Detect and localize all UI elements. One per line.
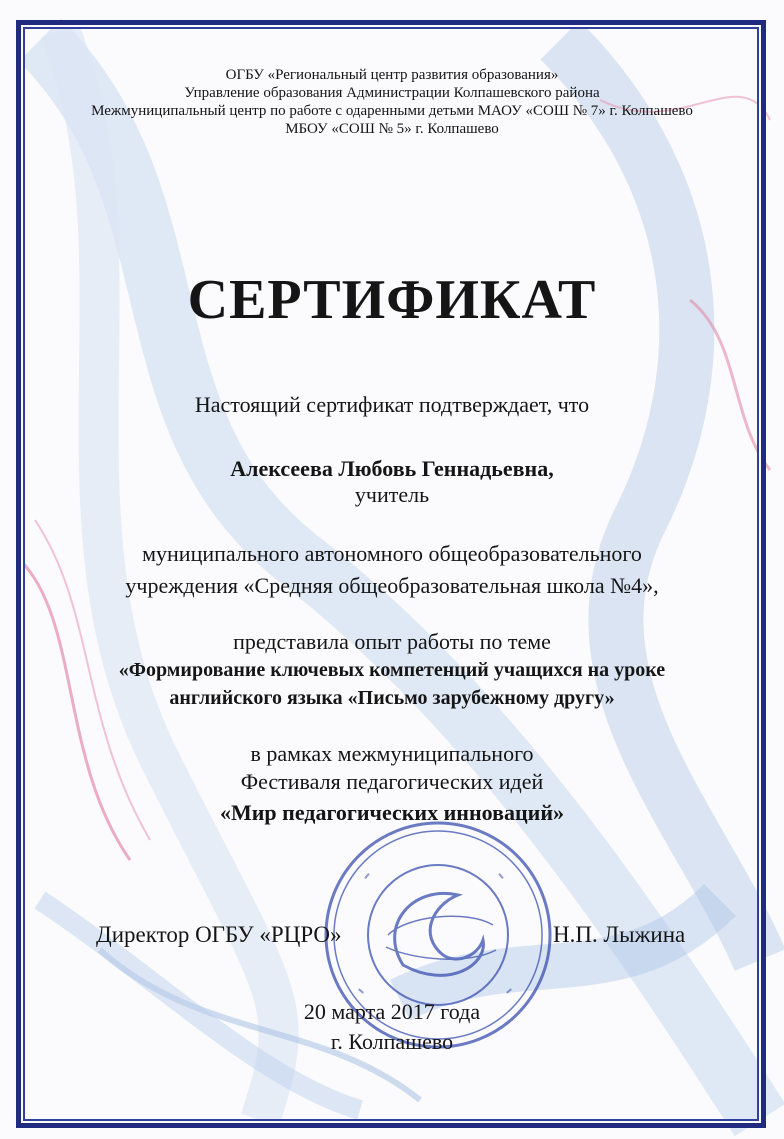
presented-text: представила опыт работы по теме: [233, 629, 551, 654]
header-line-2: Управление образования Администрации Колпашевского района: [184, 85, 600, 101]
issue-city: г. Колпашево: [330, 1029, 454, 1054]
festival-text: Фестиваля педагогических идей: [240, 769, 544, 794]
organization-line-1: муниципального автономного общеобразовательного: [142, 541, 642, 566]
confirm-text: Настоящий сертификат подтверждает, что: [194, 392, 590, 417]
header-line-1: ОГБУ «Региональный центр развития образования»: [225, 67, 559, 83]
recipient-name: Алексеева Любовь Геннадьевна,: [230, 456, 554, 481]
festival-name: «Мир педагогических инноваций»: [219, 800, 564, 825]
topic-line-1: «Формирование ключевых компетенций учащихся на уроке: [118, 659, 666, 681]
organization-line-2: учреждения «Средняя общеобразовательная школа №4»,: [125, 573, 659, 598]
signature-name: Н.П. Лыжина: [553, 922, 686, 947]
header-line-4: МБОУ «СОШ № 5» г. Колпашево: [285, 121, 499, 137]
issue-date: 20 марта 2017 года: [303, 999, 481, 1024]
header-line-3: Межмуниципальный центр по работе с одаренными детьми МАОУ «СОШ № 7» г. Колпашево: [91, 103, 693, 119]
topic-line-2: английского языка «Письмо зарубежному другу»: [169, 687, 615, 709]
within-text: в рамках межмуниципального: [250, 741, 534, 766]
signature-role: Директор ОГБУ «РЦРО»: [96, 922, 342, 947]
recipient-position: учитель: [354, 482, 430, 507]
certificate-title: СЕРТИФИКАТ: [187, 269, 597, 331]
